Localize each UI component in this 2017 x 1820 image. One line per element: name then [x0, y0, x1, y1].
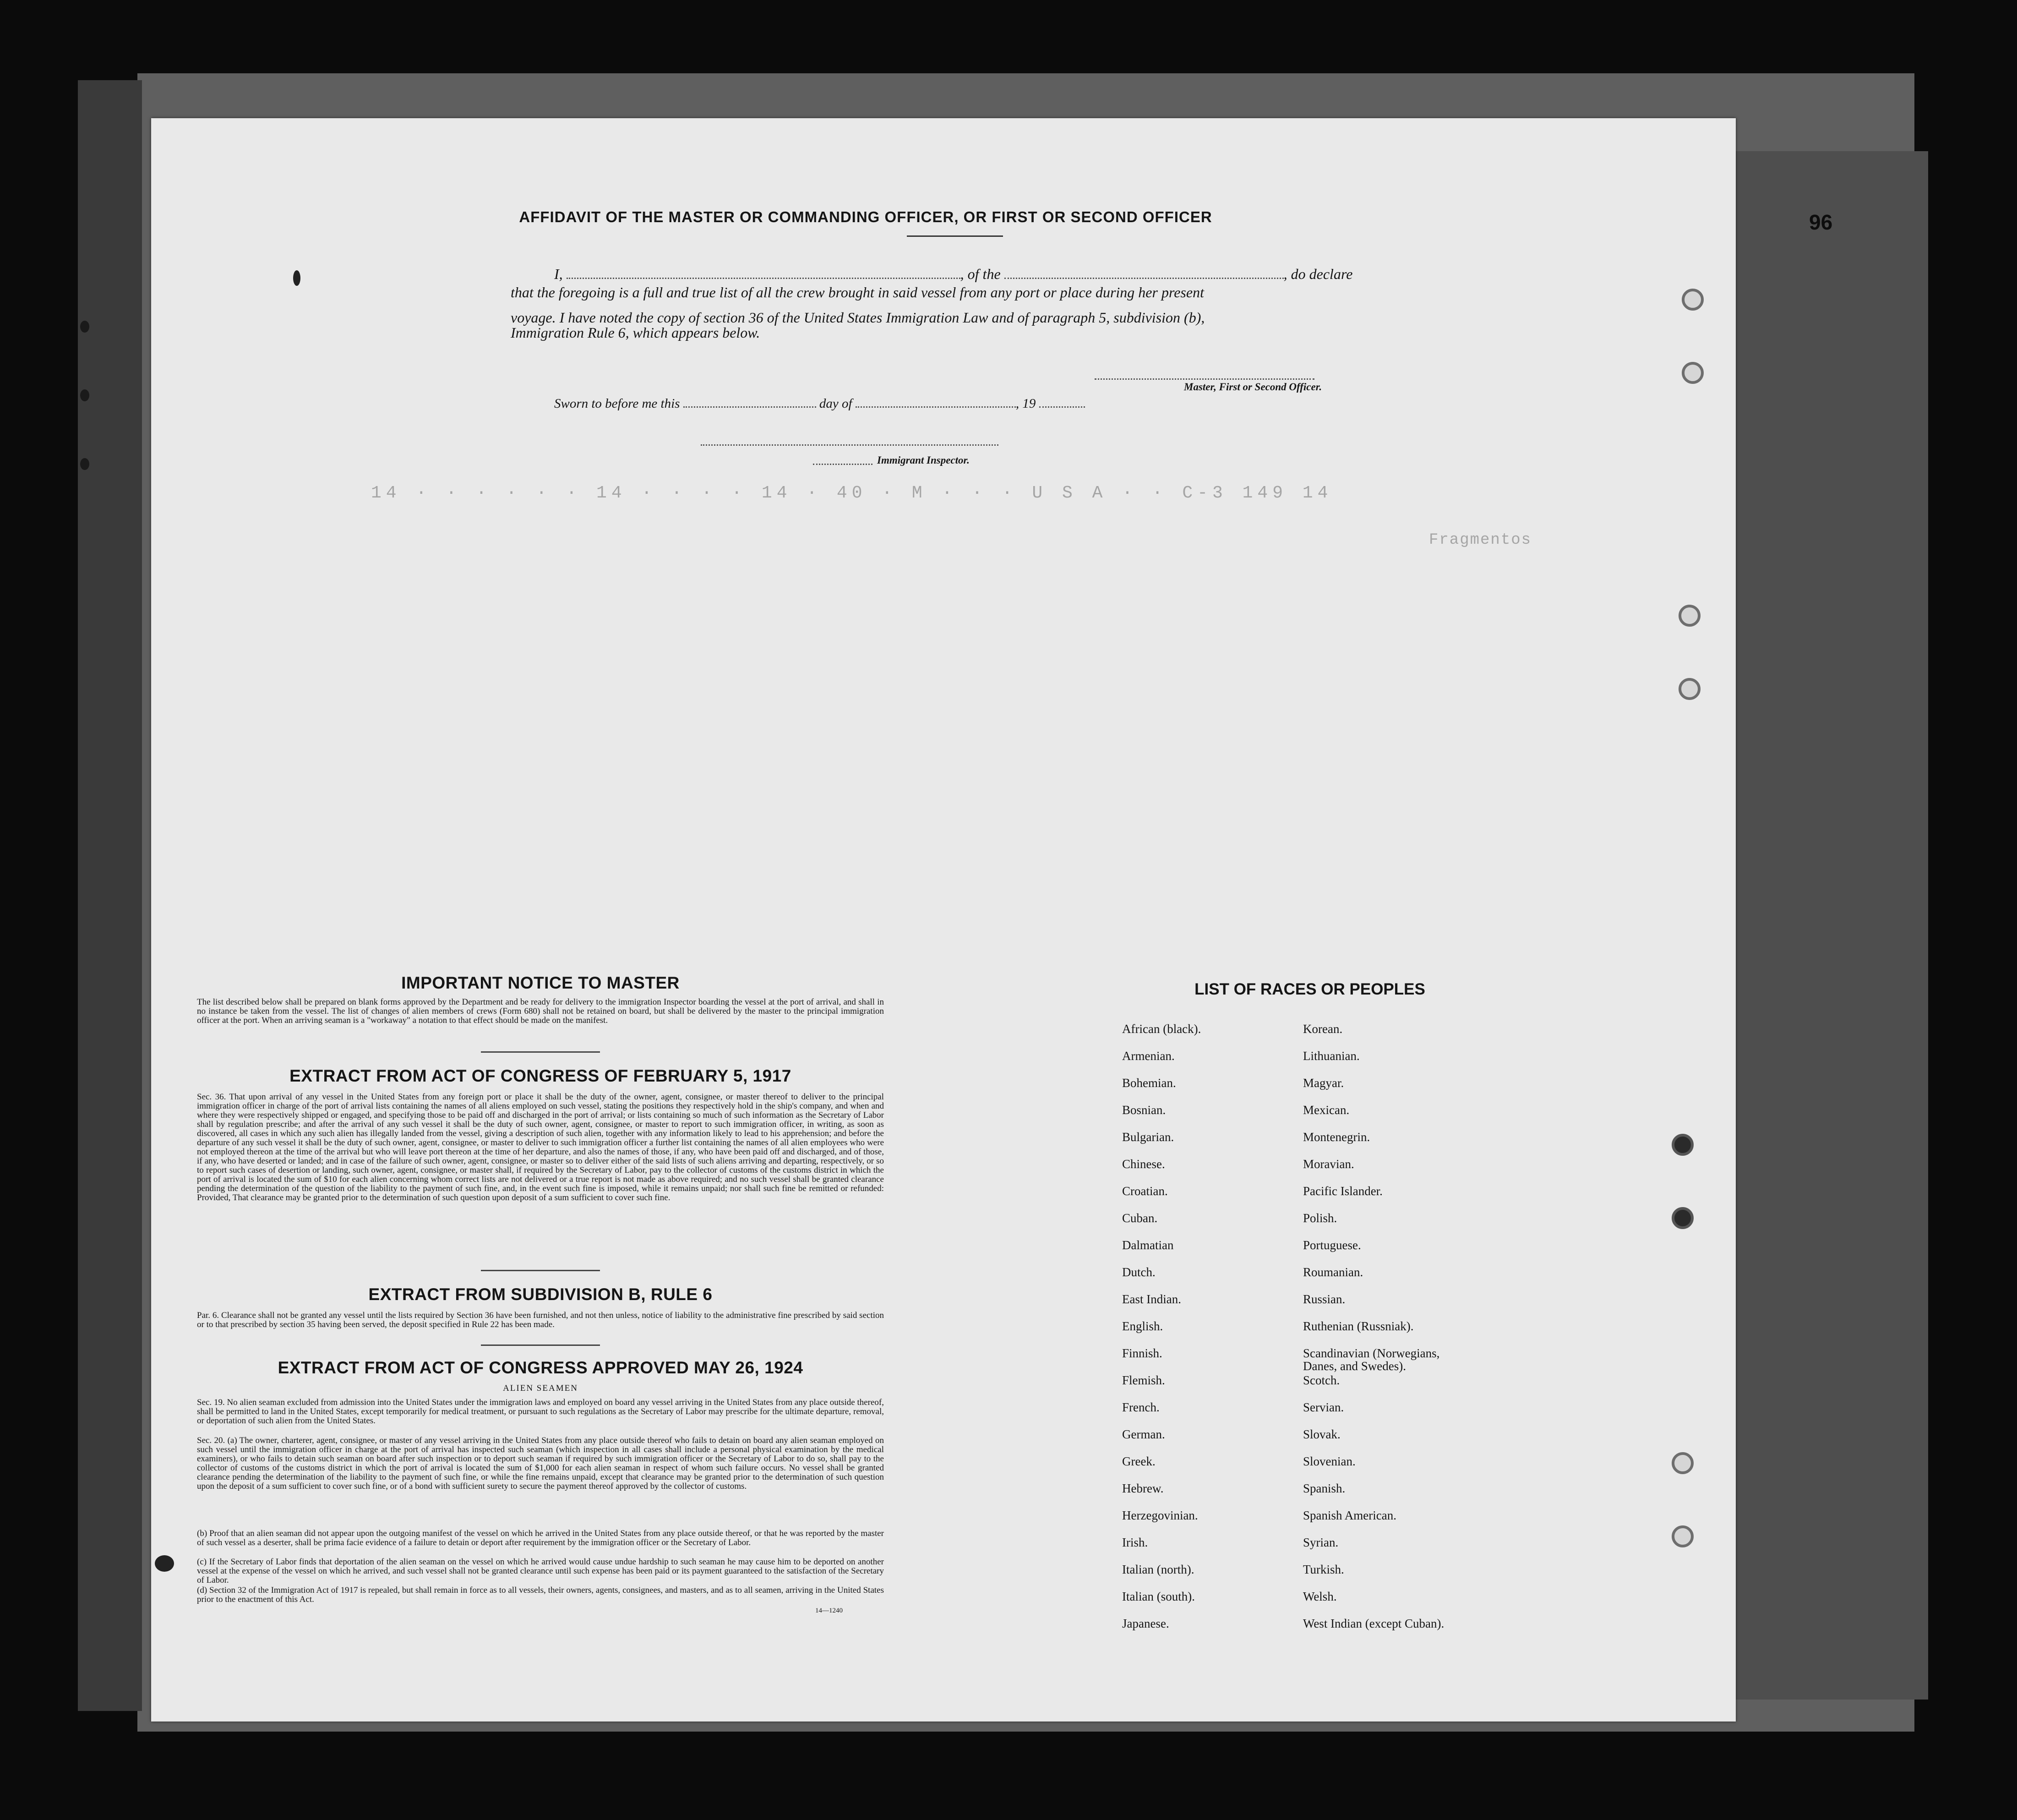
- race-item: Flemish.: [1122, 1373, 1165, 1387]
- race-item: Lithuanian.: [1303, 1049, 1360, 1063]
- race-item: Japanese.: [1122, 1617, 1169, 1630]
- vessel-prefix: , of the: [960, 266, 1001, 282]
- punch-hole: [1682, 362, 1704, 384]
- master-signature-line[interactable]: [1095, 378, 1314, 380]
- declare-suffix: , do declare: [1283, 266, 1353, 282]
- race-item: East Indian.: [1122, 1292, 1181, 1306]
- affidavit-line-4: Immigration Rule 6, which appears below.: [511, 324, 760, 341]
- inspector-label: Immigrant Inspector.: [877, 454, 970, 466]
- race-item: Italian (north).: [1122, 1563, 1194, 1576]
- race-item: Scotch.: [1303, 1373, 1340, 1387]
- binding-hole-mark: [80, 321, 89, 333]
- races-heading: LIST OF RACES OR PEOPLES: [1194, 980, 1425, 998]
- ink-mark: [293, 270, 300, 286]
- race-item: Italian (south).: [1122, 1590, 1195, 1603]
- declarant-name-field[interactable]: [567, 278, 960, 279]
- race-item: West Indian (except Cuban).: [1303, 1617, 1445, 1630]
- bleed-through-row: 14 · · · · · · 14 · · · · 14 · 40 · M · · · U S A · · C-3 149 14: [371, 483, 1333, 503]
- ink-blot: [155, 1555, 174, 1572]
- race-item: Croatian.: [1122, 1184, 1168, 1198]
- race-item: Hebrew.: [1122, 1481, 1164, 1495]
- extract-1924-sec19: Sec. 19. No alien seaman excluded from admission into the United States under the immigration laws and employed on board any vessel arriving in the United States from any place outside thereof, shall be permitted to land in the United States, except temporarily for medical treatment, or pursuant to such regulations as the Secretary of Labor may prescribe for the ultimate departure, removal, or deportation of such alien from the United States.: [197, 1398, 884, 1426]
- affidavit-line-2: that the foregoing is a full and true list of all the crew brought in said vessel from any port or place during her present: [511, 284, 1204, 301]
- race-item: Dalmatian: [1122, 1238, 1174, 1252]
- race-item: Russian.: [1303, 1292, 1346, 1306]
- race-item: Montenegrin.: [1303, 1130, 1370, 1144]
- punch-hole: [1679, 605, 1701, 627]
- race-item: Portuguese.: [1303, 1238, 1361, 1252]
- punch-hole: [1672, 1525, 1694, 1547]
- race-item: Dutch.: [1122, 1265, 1156, 1279]
- race-item: Herzegovinian.: [1122, 1508, 1198, 1522]
- race-item: Welsh.: [1303, 1590, 1337, 1603]
- races-right-column: [1303, 1022, 1468, 1644]
- sworn-year-prefix: , 19: [1015, 396, 1036, 411]
- extract-1924-sec20c: (c) If the Secretary of Labor finds that deportation of the alien seaman on the vessel on which he arrived would cause undue hardship to such seaman he may cause him to be deported on another vessel at the expense of the vessel on which he arrived, and such vessel shall not be granted clearance until such expense has been paid or its payment guaranteed to the satisfaction of the Secretary of Labor.: [197, 1557, 884, 1585]
- race-item: Scandinavian (Norwegians, Danes, and Swedes).: [1303, 1346, 1440, 1373]
- sworn-day-field[interactable]: [683, 406, 816, 408]
- race-item: Cuban.: [1122, 1211, 1158, 1225]
- notice-heading: IMPORTANT NOTICE TO MASTER: [401, 973, 680, 992]
- races-left-column: [1122, 1022, 1201, 1644]
- punch-hole: [1679, 678, 1701, 700]
- bleed-through-word: Fragmentos: [1429, 531, 1532, 549]
- race-item: Turkish.: [1303, 1563, 1344, 1576]
- race-item: Korean.: [1303, 1022, 1343, 1036]
- punch-hole: [1672, 1207, 1694, 1229]
- extract-rule6-heading: EXTRACT FROM SUBDIVISION B, RULE 6: [368, 1285, 713, 1304]
- punch-hole: [1672, 1452, 1694, 1474]
- vessel-name-field[interactable]: [1004, 278, 1284, 279]
- sworn-line: [554, 396, 1085, 411]
- notice-text: The list described below shall be prepared on blank forms approved by the Department and be ready for delivery to the immigration Inspector boarding the vessel at the port of arrival, and shall in no instance be taken from the vessel. The list of changes of alien members of crews (Form 680) shall not be retained on board, but shall be delivered by the master to the principal immigration officer at the port. When an arriving seaman is a "workaway" a notation to that effect should be made on the manifest.: [197, 997, 884, 1025]
- extract-1924-heading: EXTRACT FROM ACT OF CONGRESS APPROVED MAY 26, 1924: [278, 1358, 803, 1377]
- race-item: Finnish.: [1122, 1346, 1162, 1360]
- master-signature-label: Master, First or Second Officer.: [1184, 381, 1322, 393]
- race-item: Spanish American.: [1303, 1508, 1396, 1522]
- race-item: Pacific Islander.: [1303, 1184, 1383, 1198]
- extract-1917-heading: EXTRACT FROM ACT OF CONGRESS OF FEBRUARY 5, 1917: [289, 1066, 791, 1085]
- section-rule: [481, 1270, 600, 1271]
- race-item: English.: [1122, 1319, 1163, 1333]
- race-item: Servian.: [1303, 1400, 1344, 1414]
- extract-1917-text: Sec. 36. That upon arrival of any vessel in the United States from any foreign port or place it shall be the duty of the owner, agent, consignee, or master thereof to deliver to the principal immigration officer in charge of the port of arrival lists containing the names of all aliens employed on such vessel, stating the positions they respectively hold in the ship's company, and when and where they were respectively shipped or engaged, and specifying those to be paid off and discharged in the port of arrival; or lists containing so much of such information as the Secretary of Labor shall by regulation prescribe; and after the arrival of any such vessel it shall be the duty of such owner, agent, consignee, or master to report to such immigration officer, in writing, as soon as discovered, all cases in which any such alien has illegally landed from the vessel, giving a description of such alien, together with any information likely to lead to his apprehension; and before the departure of any such vessel it shall be the duty of such owner, agent, consignee, or master to deliver to such immigration officer a further list containing the names of all alien employees who were not employed thereon at the time of the arrival but who will leave port thereon at the time of her departure, and also the names of those, if any, who have been paid off and discharged, and of those, if any, who have deserted or landed; and in case of the failure of such owner, agent, consignee, or master so to deliver either of the said lists of such aliens arriving and departing, respectively, or so to report such cases of desertion or landing, such owner, agent, consignee, or master shall, if required by the Secretary of Labor, pay to the collector of customs of the customs district in which the port of arrival is located the sum of $10 for each alien concerning whom correct lists are not delivered or a true report is not made as above required; and no such vessel shall be granted clearance pending the determination of the question of the liability to the payment of such fine, and, in the event such fine is imposed, while it remains unpaid; nor shall such fine be remitted or refunded: Provided, That clearance may be granted prior to the determination of such question upon deposit of a sum sufficient to cover such fine.: [197, 1092, 884, 1202]
- inspector-signature-line-short: [813, 464, 872, 465]
- declarant-prefix: I,: [554, 266, 563, 282]
- section-rule: [481, 1345, 600, 1346]
- extract-1924-sec20b: (b) Proof that an alien seaman did not appear upon the outgoing manifest of the vessel on which he arrived in the United States from any place outside thereof, or that he was reported by the master of such vessel as a deserter, shall be prima facie evidence of a failure to detain or deport after requirement by the immigration officer or the Secretary of Labor.: [197, 1529, 884, 1547]
- right-sheet-edge: [1736, 151, 1928, 1700]
- race-item: Armenian.: [1122, 1049, 1175, 1063]
- race-item: French.: [1122, 1400, 1160, 1414]
- extract-1924-sec20a: Sec. 20. (a) The owner, charterer, agent, consignee, or master of any vessel arriving in the United States from any place outside thereof who fails to detain on board any alien seaman employed on such vessel until the immigration officer in charge at the port of arrival has inspected such seaman (which inspection in all cases shall include a personal physical examination by the medical examiners), or who fails to detain such seaman on board after such inspection or to deport such seaman if required by such immigration officer or the Secretary of Labor to do so, shall pay to the collector of customs of the customs district in which the port of arrival is located the sum of $1,000 for each alien seaman in respect of whom such failure occurs. No vessel shall be granted clearance pending the determination of the liability to the payment of such fine, or while the fine remains unpaid, except that clearance may be granted prior to the determination of such question upon the deposit of a sum sufficient to cover such fine, or of a bond with sufficient surety to secure the payment thereof approved by the collector of customs.: [197, 1436, 884, 1491]
- race-item: Mexican.: [1303, 1103, 1350, 1117]
- inspector-signature-line[interactable]: [701, 444, 998, 446]
- race-item: Syrian.: [1303, 1536, 1339, 1549]
- race-item: Magyar.: [1303, 1076, 1344, 1090]
- page-number: 96: [1809, 210, 1833, 234]
- punch-hole: [1682, 289, 1704, 311]
- race-item: Bosnian.: [1122, 1103, 1166, 1117]
- race-item: Slovak.: [1303, 1427, 1341, 1441]
- affidavit-line-1: [554, 266, 1352, 283]
- extract-rule6-text: Par. 6. Clearance shall not be granted any vessel until the lists required by Section 36 have been furnished, and not then unless, notice of liability to the administrative fine prescribed by said section or to that prescribed by section 35 having been served, the deposit specified in Rule 22 has been made.: [197, 1311, 884, 1329]
- affidavit-title: AFFIDAVIT OF THE MASTER OR COMMANDING OFFICER, OR FIRST OR SECOND OFFICER: [519, 208, 1212, 225]
- sworn-year-field[interactable]: [1039, 406, 1085, 408]
- race-item: Irish.: [1122, 1536, 1148, 1549]
- binding-hole-mark: [80, 458, 89, 470]
- sworn-day-label: day of: [819, 396, 852, 411]
- race-item: Spanish.: [1303, 1481, 1346, 1495]
- race-item: Slovenian.: [1303, 1454, 1356, 1468]
- section-rule: [481, 1051, 600, 1053]
- sworn-month-field[interactable]: [856, 406, 1016, 408]
- race-item: Ruthenian (Russniak).: [1303, 1319, 1414, 1333]
- sworn-prefix: Sworn to before me this: [554, 396, 680, 411]
- binding-hole-mark: [80, 389, 89, 401]
- affidavit-line-3: voyage. I have noted the copy of section 36 of the United States Immigration Law and of paragraph 5, subdivision (b),: [511, 309, 1205, 326]
- title-rule: [907, 235, 1003, 237]
- race-item: African (black).: [1122, 1022, 1201, 1036]
- race-item: Chinese.: [1122, 1157, 1165, 1171]
- alien-seamen-subheading: ALIEN SEAMEN: [503, 1383, 578, 1393]
- race-item: Moravian.: [1303, 1157, 1354, 1171]
- race-item: Polish.: [1303, 1211, 1337, 1225]
- form-number: 14—1240: [815, 1607, 843, 1614]
- race-item: Roumanian.: [1303, 1265, 1363, 1279]
- punch-hole: [1672, 1134, 1694, 1156]
- race-item: Bulgarian.: [1122, 1130, 1174, 1144]
- extract-1924-sec20d: (d) Section 32 of the Immigration Act of 1917 is repealed, but shall remain in force as to all vessels, their owners, agents, consignees, and masters, and as to all seamen, arriving in the United States prior to the enactment of this Act.: [197, 1585, 884, 1604]
- race-item: Bohemian.: [1122, 1076, 1176, 1090]
- race-item: Greek.: [1122, 1454, 1156, 1468]
- race-item: German.: [1122, 1427, 1165, 1441]
